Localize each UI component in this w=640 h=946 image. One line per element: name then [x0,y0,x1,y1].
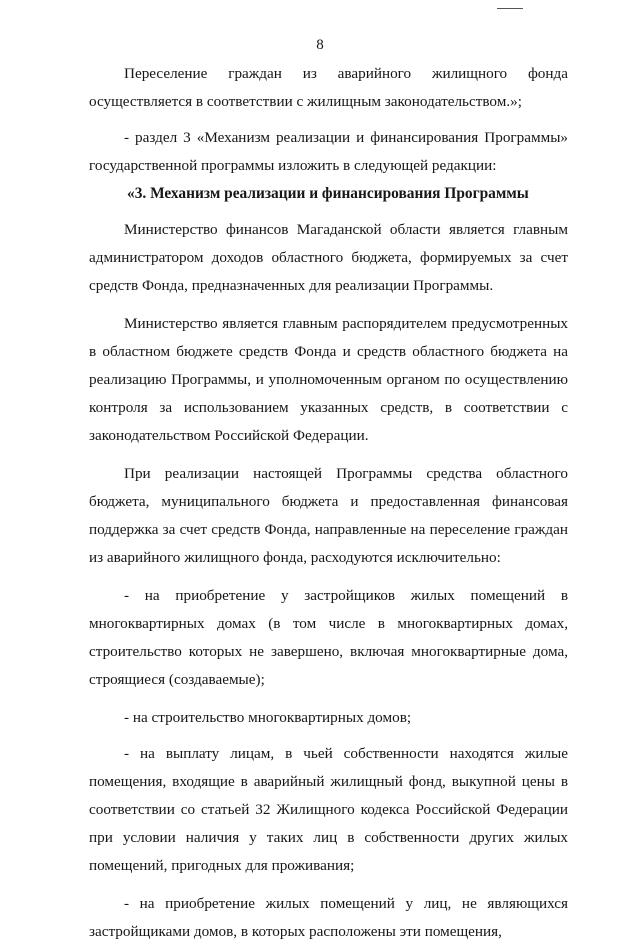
paragraph-ministry-finance: Министерство финансов Магаданской области является главным администратором доходов областного бюджета, формируемых за счет средств Фонда, предназначенных для реализации Программы. [89,221,568,294]
list-item-construction: - на строительство многоквартирных домов; [124,709,412,726]
list-item-redemption-payment: - на выплату лицам, в чьей собственности находятся жилые помещения, входящие в аварийный жилищный фонд, выкупной цены в соответствии со статьей 32 Жилищного кодекса Российской Федерации при условии наличия у таких лиц в собственности других жилых помещений, пригодных для проживания; [89,745,568,874]
paragraph-section-amendment: - раздел 3 «Механизм реализации и финансирования Программы» государственной программы изложить в следующей редакции: [89,129,568,174]
paragraph-resettlement-law: Переселение граждан из аварийного жилищного фонда осуществляется в соответствии с жилищным законодательством.»; [89,65,568,110]
body-text [89,60,568,946]
paragraph-ministry-role: Министерство является главным распорядителем предусмотренных в областном бюджете средств Фонда и средств областного бюджета на реализацию Программы, и уполномоченным органом по осуществлению контроля за использованием указанных средств, в соответствии с законодательством Российской Федерации. [89,315,568,444]
page-top-mark [497,0,523,9]
page-number: 8 [316,37,324,53]
list-item-purchase-from-owners: - на приобретение жилых помещений у лиц, не являющихся застройщиками домов, в которых расположены эти помещения, [89,895,568,940]
list-item-purchase-from-developers: - на приобретение у застройщиков жилых помещений в многоквартирных домах (в том числе в многоквартирных домах, строительство которых не завершено, включая многоквартирные дома, строящиеся (создаваемые); [89,587,568,688]
paragraph-funds-usage: При реализации настоящей Программы средства областного бюджета, муниципального бюджета и предоставленная финансовая поддержка за счет средств Фонда, направленные на переселение граждан из аварийного жилищного фонда, расходуются исключительно: [89,465,568,566]
section-heading: «3. Механизм реализации и финансирования Программы [127,185,529,202]
